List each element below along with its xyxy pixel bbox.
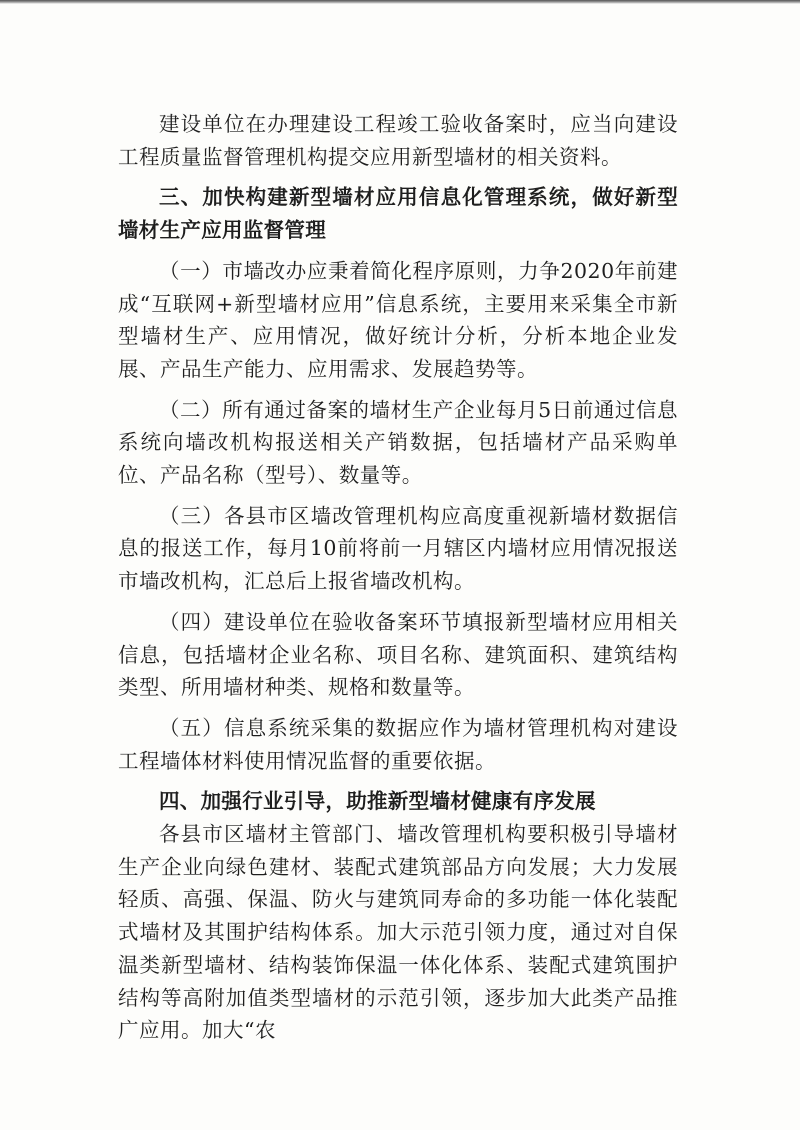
paragraph-industry-guidance: 各县市区墙材主管部门、墙改管理机构要积极引导墙材生产企业向绿色建材、装配式建筑部品方向发展；大力发展轻质、高强、保温、防火与建筑同寿命的多功能一体化装配式墙材及其围护结构体系。加大示范引领力度，通过对自保温类新型墙材、结构装饰保温一体化体系、装配式建筑围护结构等高附加值类型墙材的示范引领，逐步加大此类产品推广应用。加大“农 <box>118 822 678 1043</box>
section-heading-3: 三、加快构建新型墙材应用信息化管理系统，做好新型墙材生产应用监督管理 <box>118 185 678 243</box>
section-heading-4: 四、加强行业引导，助推新型墙材健康有序发展 <box>159 789 596 814</box>
paragraph-item-1: （一）市墙改办应秉着简化程序原则，力争2020年前建成“互联网+新型墙材应用”信息系统，主要用来采集全市新型墙材生产、应用情况，做好统计分析，分析本地企业发展、产品生产能力、应用需求、发展趋势等。 <box>118 258 678 381</box>
paragraph-item-2: （二）所有通过备案的墙材生产企业每月5日前通过信息系统向墙改机构报送相关产销数据，包括墙材产品采购单位、产品名称（型号）、数量等。 <box>118 397 678 488</box>
paragraph-acceptance-filing: 建设单位在办理建设工程竣工验收备案时，应当向建设工程质量监督管理机构提交应用新型墙材的相关资料。 <box>118 112 678 169</box>
scan-top-edge <box>0 0 800 4</box>
paragraph-item-4: （四）建设单位在验收备案环节填报新型墙材应用相关信息，包括墙材企业名称、项目名称、建筑面积、建筑结构类型、所用墙材种类、规格和数量等。 <box>118 609 678 700</box>
paragraph-item-3: （三）各县市区墙改管理机构应高度重视新墙材数据信息的报送工作，每月10前将前一月辖区内墙材应用情况报送市墙改机构，汇总后上报省墙改机构。 <box>118 503 678 594</box>
paragraph-item-5: （五）信息系统采集的数据应作为墙材管理机构对建设工程墙体材料使用情况监督的重要依据。 <box>118 715 678 773</box>
document-page <box>118 108 678 1047</box>
